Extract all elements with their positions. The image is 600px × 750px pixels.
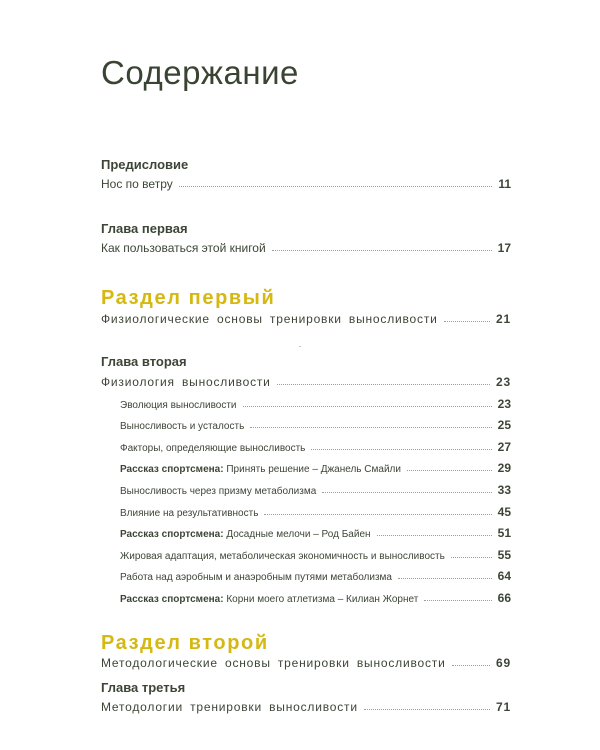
toc-entry-label: Физиология выносливости xyxy=(101,375,271,389)
toc-subentry-athlete-story[interactable] xyxy=(120,526,511,540)
page-number: 55 xyxy=(497,548,511,562)
toc-entry-label: Методологические основы тренировки выносливости xyxy=(101,656,446,670)
section-1-heading: Раздел первый xyxy=(101,287,276,309)
toc-entry-section-2[interactable] xyxy=(101,656,511,670)
toc-entry-label: Нос по ветру xyxy=(101,177,173,191)
toc-subentry[interactable] xyxy=(120,569,511,583)
leader-dots xyxy=(264,514,491,515)
toc-subentry-label: Работа над аэробным и анаэробным путями метаболизма xyxy=(120,572,392,583)
stray-mark xyxy=(299,346,301,347)
toc-subentry-label: Выносливость и усталость xyxy=(120,421,245,432)
page-number: 27 xyxy=(497,440,511,454)
leader-dots xyxy=(444,321,490,322)
toc-subentry-label: Корни моего атлетизма – Килиан Жорнет xyxy=(226,594,419,605)
toc-subentry-label: Досадные мелочи – Род Байен xyxy=(226,529,371,540)
toc-subentry-athlete-story[interactable] xyxy=(120,591,511,605)
page-number: 69 xyxy=(496,656,511,670)
toc-subentry[interactable] xyxy=(120,397,511,411)
toc-entry-preface[interactable] xyxy=(101,177,511,191)
chapter-2-heading: Глава вторая xyxy=(101,354,187,369)
toc-subentry[interactable] xyxy=(120,418,511,432)
toc-entry-chapter-3[interactable] xyxy=(101,700,511,714)
page-number: 29 xyxy=(497,461,511,475)
toc-entry-chapter-1[interactable] xyxy=(101,241,511,255)
page-number: 23 xyxy=(497,397,511,411)
page-number: 33 xyxy=(497,483,511,497)
leader-dots xyxy=(451,557,492,558)
toc-subentry-label: Факторы, определяющие выносливость xyxy=(120,443,306,454)
toc-subentry[interactable] xyxy=(120,548,511,562)
leader-dots xyxy=(364,709,490,710)
page-number: 23 xyxy=(496,375,511,389)
leader-dots xyxy=(272,250,492,251)
leader-dots xyxy=(424,600,491,601)
page-number: 17 xyxy=(497,241,511,255)
toc-subentry-label: Влияние на результативность xyxy=(120,508,259,519)
toc-subentry-athlete-story[interactable] xyxy=(120,461,511,475)
section-2-heading: Раздел второй xyxy=(101,632,269,654)
leader-dots xyxy=(277,384,490,385)
chapter-1-heading: Глава первая xyxy=(101,221,188,236)
toc-subentry-label: Эволюция выносливости xyxy=(120,400,237,411)
toc-entry-label: Методологии тренировки выносливости xyxy=(101,700,358,714)
page-number: 71 xyxy=(496,700,511,714)
leader-dots xyxy=(179,186,493,187)
page-number: 21 xyxy=(496,312,511,326)
page-number: 11 xyxy=(498,177,511,191)
page-title: Содержание xyxy=(101,54,299,91)
page-number: 64 xyxy=(497,569,511,583)
page-number: 25 xyxy=(497,418,511,432)
toc-subentry[interactable] xyxy=(120,505,511,519)
leader-dots xyxy=(377,535,492,536)
page-number: 51 xyxy=(497,526,511,540)
toc-entry-section-1[interactable] xyxy=(101,312,511,326)
page-number: 45 xyxy=(497,505,511,519)
preface-heading: Предисловие xyxy=(101,157,189,172)
page-number: 66 xyxy=(497,591,511,605)
story-prefix: Рассказ спортсмена: xyxy=(120,464,224,475)
toc-subentry-label: Жировая адаптация, метаболическая экономичность и выносливость xyxy=(120,551,445,562)
story-prefix: Рассказ спортсмена: xyxy=(120,529,224,540)
toc-subentry-label: Принять решение – Джанель Смайли xyxy=(226,464,401,475)
leader-dots xyxy=(322,492,491,493)
toc-entry-label: Физиологические основы тренировки выносливости xyxy=(101,312,438,326)
story-prefix: Рассказ спортсмена: xyxy=(120,594,224,605)
leader-dots xyxy=(250,427,491,428)
chapter-3-heading: Глава третья xyxy=(101,680,186,695)
toc-subentry-label: Выносливость через призму метаболизма xyxy=(120,486,317,497)
toc-entry-label: Как пользоваться этой книгой xyxy=(101,241,266,255)
toc-subentry[interactable] xyxy=(120,483,511,497)
toc-entry-chapter-2[interactable] xyxy=(101,375,511,389)
leader-dots xyxy=(398,578,492,579)
toc-subentry[interactable] xyxy=(120,440,511,454)
leader-dots xyxy=(243,406,492,407)
leader-dots xyxy=(311,449,491,450)
leader-dots xyxy=(452,665,490,666)
leader-dots xyxy=(407,470,492,471)
